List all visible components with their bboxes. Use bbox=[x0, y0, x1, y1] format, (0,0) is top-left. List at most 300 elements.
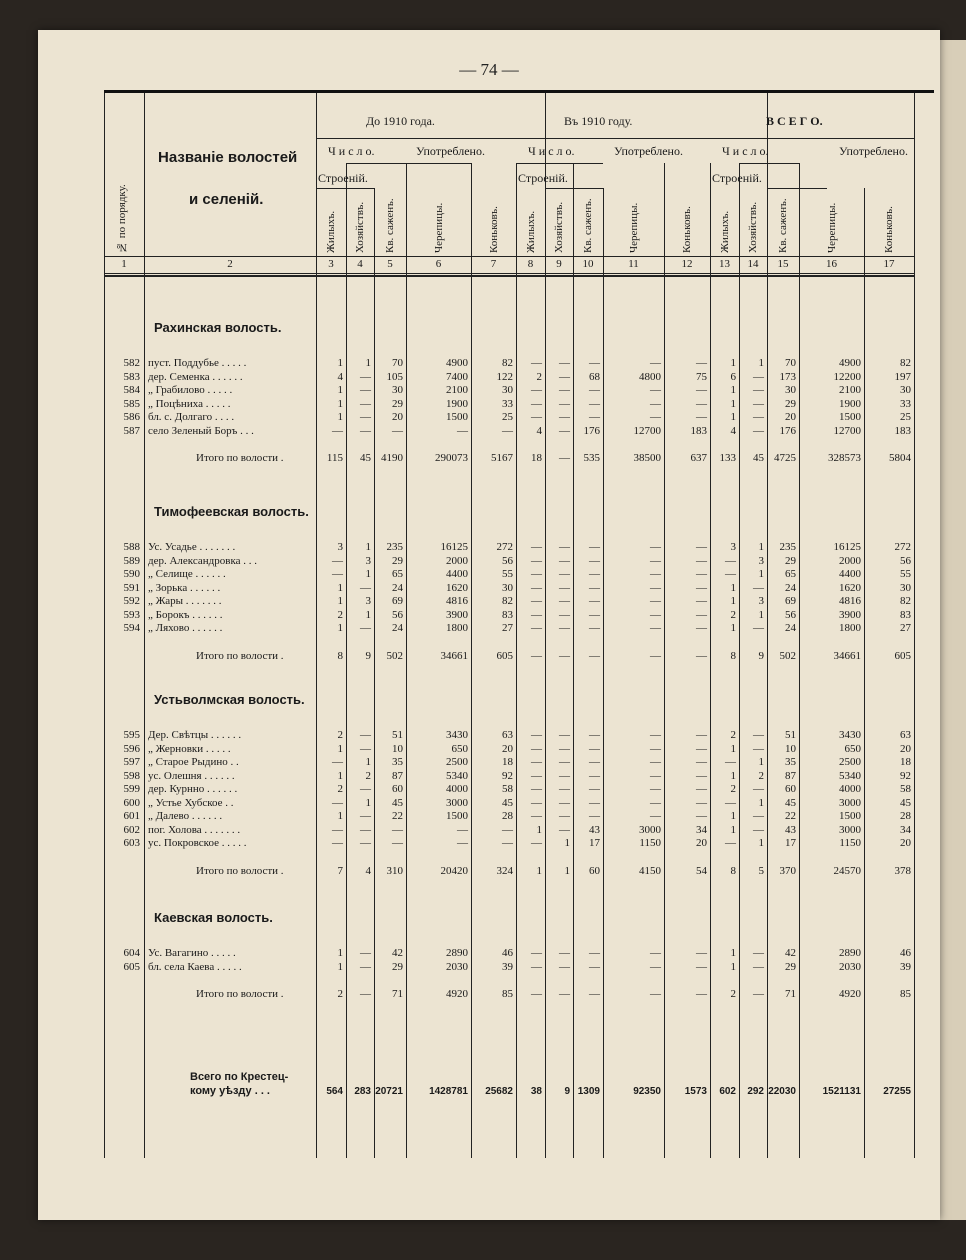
cell-value: 22 bbox=[785, 810, 796, 822]
settlement-name: пуст. Поддубье . . . . . bbox=[148, 357, 247, 369]
cell-value: 82 bbox=[900, 595, 911, 607]
cell-value: 1150 bbox=[639, 837, 661, 849]
grand-total-value: 27255 bbox=[883, 1086, 911, 1097]
cell-value: 68 bbox=[589, 370, 600, 383]
cell-value: — bbox=[650, 397, 661, 410]
cell-value: — bbox=[696, 783, 707, 795]
column-number: 8 bbox=[527, 258, 534, 270]
cell-value: — bbox=[360, 960, 371, 973]
cell-value: — bbox=[725, 837, 736, 849]
cell-value: — bbox=[457, 837, 468, 849]
cell-value: 82 bbox=[900, 357, 911, 369]
settlement-name: „ Селище . . . . . . bbox=[148, 568, 226, 580]
cell-value: — bbox=[360, 384, 371, 396]
cell-value: 69 bbox=[392, 595, 403, 607]
cell-value: — bbox=[559, 384, 570, 396]
column-number: 13 bbox=[719, 258, 730, 270]
row-number: 584 bbox=[123, 384, 140, 396]
cell-value: 17 bbox=[785, 837, 796, 849]
volost-total-label: Итого по волости . bbox=[196, 988, 284, 1000]
column-number: 6 bbox=[435, 258, 442, 270]
cell-value: 27 bbox=[900, 622, 911, 634]
cell-value: 4 bbox=[365, 864, 371, 877]
cell-value: 3900 bbox=[446, 608, 468, 621]
settlement-name: бл. с. Долгаго . . . . bbox=[148, 411, 235, 423]
cell-value: 45 bbox=[785, 796, 796, 809]
cell-value: 16125 bbox=[833, 541, 861, 553]
cell-value: 3 bbox=[730, 541, 736, 553]
cell-value: 1 bbox=[758, 357, 764, 369]
row-number: 588 bbox=[123, 541, 140, 553]
row-number: 596 bbox=[123, 742, 140, 755]
cell-value: — bbox=[531, 947, 542, 959]
cell-value: — bbox=[650, 411, 661, 423]
settlement-name: Ус. Усадье . . . . . . . bbox=[148, 541, 236, 553]
cell-value: 4816 bbox=[446, 595, 468, 607]
cell-value: 29 bbox=[785, 960, 796, 973]
cell-value: — bbox=[725, 568, 736, 580]
cell-value: — bbox=[559, 769, 570, 782]
row-number: 592 bbox=[123, 595, 140, 607]
cell-value: — bbox=[531, 397, 542, 410]
cell-value: 20 bbox=[392, 411, 403, 423]
cell-value: — bbox=[392, 823, 403, 836]
cell-value: 54 bbox=[696, 864, 707, 877]
cell-value: 370 bbox=[779, 864, 796, 877]
cell-value: 8 bbox=[337, 649, 343, 662]
cell-value: — bbox=[559, 568, 570, 580]
cell-value: 4725 bbox=[774, 452, 796, 464]
cell-value: 30 bbox=[900, 384, 911, 396]
cell-value: 1 bbox=[758, 568, 764, 580]
cell-value: 10 bbox=[392, 742, 403, 755]
cell-value: — bbox=[589, 742, 600, 755]
cell-value: 133 bbox=[719, 452, 736, 464]
cell-value: 3 bbox=[337, 541, 343, 553]
cell-value: 42 bbox=[785, 947, 796, 959]
cell-value: 22 bbox=[392, 810, 403, 822]
cell-value: 87 bbox=[785, 769, 796, 782]
cell-value: 4900 bbox=[839, 357, 861, 369]
cell-value: 378 bbox=[894, 864, 911, 877]
row-number: 603 bbox=[123, 837, 140, 849]
col-header-khozyaystv: Хозяйствъ. bbox=[553, 201, 565, 253]
cell-value: 650 bbox=[451, 742, 468, 755]
cell-value: — bbox=[696, 541, 707, 553]
cell-value: 16125 bbox=[440, 541, 468, 553]
cell-value: 1500 bbox=[839, 411, 861, 423]
column-number: 5 bbox=[387, 258, 393, 270]
cell-value: 51 bbox=[785, 729, 796, 741]
volost-total-label: Итого по волости . bbox=[196, 649, 284, 662]
cell-value: 1 bbox=[730, 742, 736, 755]
cell-value: — bbox=[531, 384, 542, 396]
cell-value: — bbox=[559, 823, 570, 836]
cell-value: 235 bbox=[779, 541, 796, 553]
cell-value: — bbox=[531, 357, 542, 369]
cell-value: 30 bbox=[785, 384, 796, 396]
upotrebleno-header: Употреблено. bbox=[416, 144, 485, 158]
cell-value: 34 bbox=[696, 823, 707, 836]
cell-value: 35 bbox=[392, 756, 403, 768]
header-rule bbox=[767, 188, 827, 189]
cell-value: — bbox=[650, 947, 661, 959]
section-title: Устьволмская волость. bbox=[154, 692, 305, 707]
cell-value: 650 bbox=[844, 742, 861, 755]
chislo-header: Ч и с л о. bbox=[722, 144, 769, 158]
cell-value: — bbox=[650, 810, 661, 822]
cell-value: — bbox=[531, 411, 542, 423]
grand-total-value: 20721 bbox=[375, 1086, 403, 1097]
cell-value: — bbox=[725, 756, 736, 768]
upotrebleno-header: Употреблено. bbox=[614, 144, 683, 158]
cell-value: — bbox=[650, 783, 661, 795]
cell-value: — bbox=[559, 370, 570, 383]
settlement-name: пог. Холова . . . . . . . bbox=[148, 823, 241, 836]
settlement-name: „ Поцѣниха . . . . . bbox=[148, 397, 231, 410]
cell-value: 324 bbox=[496, 864, 513, 877]
grand-total-value: 283 bbox=[354, 1086, 371, 1097]
cell-value: 4920 bbox=[839, 988, 861, 1000]
cell-value: 20 bbox=[900, 837, 911, 849]
settlement-name: ус. Покровское . . . . . bbox=[148, 837, 247, 849]
cell-value: 1 bbox=[730, 357, 736, 369]
cell-value: 3000 bbox=[446, 796, 468, 809]
cell-value: — bbox=[589, 769, 600, 782]
cell-value: 2000 bbox=[446, 554, 468, 567]
cell-value: 1500 bbox=[446, 810, 468, 822]
cell-value: — bbox=[332, 756, 343, 768]
cell-value: 56 bbox=[900, 554, 911, 567]
cell-value: 45 bbox=[753, 452, 764, 464]
cell-value: 65 bbox=[785, 568, 796, 580]
header-rule bbox=[346, 163, 471, 164]
cell-value: 1900 bbox=[446, 397, 468, 410]
cell-value: 1 bbox=[730, 411, 736, 423]
cell-value: — bbox=[360, 424, 371, 437]
grand-total-label-1: Всего по Крестец- bbox=[190, 1071, 289, 1083]
cell-value: — bbox=[650, 960, 661, 973]
cell-value: 2100 bbox=[839, 384, 861, 396]
column-number: 3 bbox=[328, 258, 334, 270]
cell-value: — bbox=[725, 796, 736, 809]
cell-value: 7 bbox=[337, 864, 343, 877]
cell-value: — bbox=[696, 988, 707, 1000]
cell-value: 24 bbox=[392, 622, 403, 634]
cell-value: 56 bbox=[785, 608, 796, 621]
cell-value: 1 bbox=[730, 823, 736, 836]
cell-value: 12700 bbox=[833, 424, 861, 437]
cell-value: 30 bbox=[502, 581, 513, 594]
cell-value: — bbox=[696, 742, 707, 755]
cell-value: 3 bbox=[365, 554, 371, 567]
cell-value: — bbox=[531, 622, 542, 634]
cell-value: 1 bbox=[730, 769, 736, 782]
cell-value: — bbox=[753, 370, 764, 383]
cell-value: — bbox=[559, 783, 570, 795]
cell-value: 1 bbox=[337, 947, 343, 959]
cell-value: 1 bbox=[758, 541, 764, 553]
cell-value: — bbox=[650, 581, 661, 594]
cell-value: 2 bbox=[365, 769, 371, 782]
cell-value: 85 bbox=[502, 988, 513, 1000]
cell-value: — bbox=[650, 756, 661, 768]
cell-value: 25 bbox=[900, 411, 911, 423]
cell-value: — bbox=[589, 608, 600, 621]
cell-value: — bbox=[696, 554, 707, 567]
cell-value: — bbox=[360, 783, 371, 795]
cell-value: 1 bbox=[365, 568, 371, 580]
cell-value: 2 bbox=[337, 988, 343, 1000]
section-title: Рахинская волость. bbox=[154, 320, 282, 335]
cell-value: — bbox=[696, 810, 707, 822]
cell-value: 1150 bbox=[839, 837, 861, 849]
cell-value: 1620 bbox=[839, 581, 861, 594]
cell-value: 39 bbox=[900, 960, 911, 973]
cell-value: 24 bbox=[785, 622, 796, 634]
cell-value: 1 bbox=[337, 742, 343, 755]
cell-value: 4 bbox=[536, 424, 542, 437]
cell-value: — bbox=[589, 554, 600, 567]
cell-value: 4190 bbox=[381, 452, 403, 464]
cell-value: — bbox=[696, 729, 707, 741]
cell-value: — bbox=[650, 796, 661, 809]
cell-value: — bbox=[392, 837, 403, 849]
cell-value: — bbox=[753, 810, 764, 822]
cell-value: 75 bbox=[696, 370, 707, 383]
cell-value: 173 bbox=[779, 370, 796, 383]
cell-value: — bbox=[360, 370, 371, 383]
cell-value: 38500 bbox=[633, 452, 661, 464]
cell-value: 1 bbox=[730, 397, 736, 410]
column-number: 2 bbox=[227, 258, 233, 270]
cell-value: 12700 bbox=[633, 424, 661, 437]
cell-value: 272 bbox=[894, 541, 911, 553]
cell-value: 34661 bbox=[833, 649, 861, 662]
cell-value: 1 bbox=[337, 810, 343, 822]
cell-value: 1 bbox=[365, 608, 371, 621]
cell-value: — bbox=[589, 411, 600, 423]
stroeniy-header: Строеній. bbox=[318, 171, 368, 185]
cell-value: 1 bbox=[365, 541, 371, 553]
cell-value: — bbox=[696, 595, 707, 607]
cell-value: — bbox=[696, 622, 707, 634]
cell-value: 122 bbox=[496, 370, 513, 383]
cell-value: — bbox=[696, 411, 707, 423]
cell-value: — bbox=[696, 581, 707, 594]
settlement-name: бл. села Каева . . . . . bbox=[148, 960, 242, 973]
grand-total-value: 1309 bbox=[577, 1086, 600, 1097]
cell-value: 3 bbox=[758, 595, 764, 607]
col-header-kv_sazhen: Кв. саженъ. bbox=[777, 198, 789, 253]
cell-value: 12200 bbox=[833, 370, 861, 383]
cell-value: — bbox=[360, 397, 371, 410]
cell-value: — bbox=[531, 729, 542, 741]
cell-value: — bbox=[559, 742, 570, 755]
cell-value: 85 bbox=[900, 988, 911, 1000]
cell-value: 1800 bbox=[839, 622, 861, 634]
cell-value: — bbox=[753, 424, 764, 437]
cell-value: 4800 bbox=[639, 370, 661, 383]
cell-value: 3000 bbox=[839, 796, 861, 809]
cell-value: 4400 bbox=[839, 568, 861, 580]
page-number: — 74 — bbox=[459, 60, 519, 79]
header-rule bbox=[516, 163, 603, 164]
cell-value: 58 bbox=[900, 783, 911, 795]
cell-value: 5804 bbox=[889, 452, 911, 464]
cell-value: — bbox=[753, 411, 764, 423]
cell-value: 1900 bbox=[839, 397, 861, 410]
cell-value: — bbox=[559, 810, 570, 822]
cell-value: — bbox=[531, 581, 542, 594]
cell-value: 92 bbox=[900, 769, 911, 782]
cell-value: 637 bbox=[690, 452, 707, 464]
cell-value: — bbox=[559, 581, 570, 594]
column-number: 9 bbox=[556, 258, 562, 270]
cell-value: 25 bbox=[502, 411, 513, 423]
cell-value: 1 bbox=[337, 622, 343, 634]
cell-value: 3 bbox=[758, 554, 764, 567]
cell-value: — bbox=[360, 988, 371, 1000]
settlement-name: „ Борокъ . . . . . . bbox=[148, 608, 223, 621]
cell-value: 5340 bbox=[446, 769, 468, 782]
settlement-name: „ Грабилово . . . . . bbox=[148, 384, 233, 396]
cell-value: 1 bbox=[337, 411, 343, 423]
cell-value: 176 bbox=[779, 424, 796, 437]
cell-value: — bbox=[360, 622, 371, 634]
col-header-konkov: Коньковъ. bbox=[681, 206, 693, 253]
cell-value: — bbox=[589, 649, 600, 662]
cell-value: 5 bbox=[758, 864, 764, 877]
cell-value: — bbox=[725, 554, 736, 567]
cell-value: 46 bbox=[502, 947, 513, 959]
cell-value: — bbox=[559, 729, 570, 741]
cell-value: — bbox=[559, 988, 570, 1000]
cell-value: — bbox=[559, 397, 570, 410]
row-number: 590 bbox=[123, 568, 140, 580]
cell-value: 4 bbox=[730, 424, 736, 437]
cell-value: 45 bbox=[392, 796, 403, 809]
cell-value: 4 bbox=[337, 370, 343, 383]
cell-value: 42 bbox=[392, 947, 403, 959]
cell-value: — bbox=[589, 541, 600, 553]
cell-value: — bbox=[589, 796, 600, 809]
cell-value: — bbox=[360, 581, 371, 594]
cell-value: 3430 bbox=[446, 729, 468, 741]
cell-value: 1 bbox=[337, 384, 343, 396]
cell-value: — bbox=[589, 568, 600, 580]
cell-value: 45 bbox=[360, 452, 371, 464]
cell-value: — bbox=[753, 947, 764, 959]
cell-value: 20420 bbox=[440, 864, 468, 877]
col-header-zhilykh: Жилыхъ. bbox=[524, 210, 537, 253]
cell-value: 1 bbox=[758, 756, 764, 768]
title-line-2: и селеній. bbox=[189, 191, 264, 208]
cell-value: 290073 bbox=[435, 452, 468, 464]
cell-value: 45 bbox=[502, 796, 513, 809]
section-title: Каевская волость. bbox=[154, 910, 273, 925]
cell-value: 1 bbox=[730, 622, 736, 634]
header-rule bbox=[545, 188, 603, 189]
column-rule bbox=[914, 93, 915, 1158]
stroeniy-header: Строеній. bbox=[712, 171, 762, 185]
col-header-cherepitsy: Черепицы. bbox=[825, 202, 838, 253]
cell-value: — bbox=[753, 581, 764, 594]
row-number: 599 bbox=[123, 783, 140, 795]
cell-value: 235 bbox=[386, 541, 403, 553]
cell-value: — bbox=[650, 384, 661, 396]
cell-value: — bbox=[650, 769, 661, 782]
cell-value: — bbox=[589, 947, 600, 959]
cell-value: — bbox=[589, 622, 600, 634]
cell-value: 3 bbox=[365, 595, 371, 607]
cell-value: — bbox=[531, 988, 542, 1000]
col-header-kv_sazhen: Кв. саженъ. bbox=[384, 198, 396, 253]
cell-value: — bbox=[360, 947, 371, 959]
cell-value: 310 bbox=[386, 864, 403, 877]
cell-value: — bbox=[531, 769, 542, 782]
title-line-1: Названіе волостей bbox=[158, 149, 298, 166]
cell-value: — bbox=[531, 568, 542, 580]
cell-value: — bbox=[360, 411, 371, 423]
cell-value: 502 bbox=[386, 649, 403, 662]
cell-value: 2 bbox=[337, 608, 343, 621]
grand-total-value: 1573 bbox=[684, 1086, 707, 1097]
cell-value: 1 bbox=[730, 384, 736, 396]
cell-value: — bbox=[696, 649, 707, 662]
cell-value: — bbox=[559, 541, 570, 553]
cell-value: — bbox=[650, 649, 661, 662]
cell-value: — bbox=[559, 608, 570, 621]
cell-value: — bbox=[753, 384, 764, 396]
cell-value: 2 bbox=[730, 988, 736, 1000]
cell-value: 87 bbox=[392, 769, 403, 782]
cell-value: — bbox=[753, 783, 764, 795]
grand-total-value: 22030 bbox=[768, 1086, 796, 1097]
cell-value: 2500 bbox=[839, 756, 861, 768]
cell-value: 6 bbox=[730, 370, 736, 383]
settlement-name: дер. Александровка . . . bbox=[148, 554, 258, 567]
cell-value: — bbox=[559, 357, 570, 369]
cell-value: 65 bbox=[392, 568, 403, 580]
cell-value: 1620 bbox=[446, 581, 468, 594]
row-number: 591 bbox=[123, 581, 140, 594]
cell-value: — bbox=[650, 541, 661, 553]
cell-value: 29 bbox=[785, 397, 796, 410]
row-number: 598 bbox=[123, 769, 140, 782]
adjacent-page-edge bbox=[940, 40, 966, 1220]
cell-value: — bbox=[531, 796, 542, 809]
cell-value: — bbox=[360, 729, 371, 741]
cell-value: 30 bbox=[502, 384, 513, 396]
cell-value: — bbox=[332, 823, 343, 836]
column-number: 14 bbox=[747, 258, 759, 270]
cell-value: — bbox=[696, 960, 707, 973]
cell-value: 1800 bbox=[446, 622, 468, 634]
cell-value: — bbox=[559, 649, 570, 662]
header-rule bbox=[104, 275, 914, 277]
cell-value: — bbox=[332, 568, 343, 580]
settlement-name: „ Жары . . . . . . . bbox=[148, 595, 222, 607]
cell-value: — bbox=[650, 595, 661, 607]
settlement-name: дер. Семенка . . . . . . bbox=[148, 370, 243, 383]
cell-value: — bbox=[559, 452, 570, 464]
cell-value: — bbox=[332, 837, 343, 849]
cell-value: 115 bbox=[326, 452, 343, 464]
cell-value: 24 bbox=[392, 581, 403, 594]
cell-value: — bbox=[696, 357, 707, 369]
cell-value: 35 bbox=[785, 756, 796, 768]
